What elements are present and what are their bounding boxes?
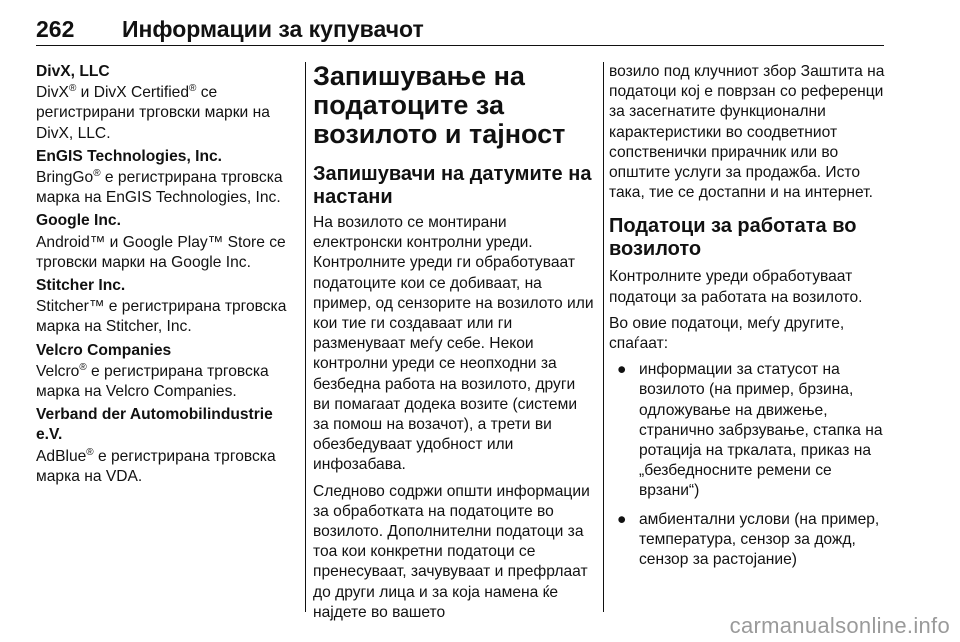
trademarks-column: [36, 62, 298, 490]
trademark-owner: EnGIS Technologies, Inc.: [36, 147, 222, 165]
page-title: Информации за купувачот: [122, 16, 424, 42]
trademark-entry: [36, 62, 298, 144]
bullet-icon: ●: [617, 510, 627, 528]
paragraph: Следново содржи општи информации за обработката на податоците во возилото. Дополнителни податоци за тоа кои конкретни податоци се пренесуваат, зачувуваат и префрлаат до други лица и за која намена ќе најдете во вашето: [313, 482, 590, 621]
trademark-text: AdBlue® е регистрирана трговска марка на VDA.: [36, 446, 276, 485]
page-header: [36, 6, 884, 46]
paragraph: Контролните уреди обработуваат податоци за работата на возилото.: [609, 268, 863, 306]
column-divider-1: [305, 62, 306, 612]
trademark-entry: [36, 147, 298, 209]
page-number: 262: [36, 16, 75, 42]
trademark-owner: DivX, LLC: [36, 63, 110, 80]
data-recording-column: [313, 62, 595, 629]
bullet-icon: ●: [617, 361, 627, 379]
trademark-text: Velcro® е регистрирана трговска марка на Velcro Companies.: [36, 361, 269, 401]
paragraph: Во овие податоци, меѓу другите, спаѓаат:: [609, 314, 845, 353]
trademark-text: Android™ и Google Play™ Store се трговски марки на Google Inc.: [36, 233, 286, 271]
subsection-heading: Податоци за работата во возилото: [609, 215, 857, 261]
trademark-text: Stitcher™ е регистрирана трговска марка на Stitcher, Inc.: [36, 298, 287, 336]
trademark-owner: Velcro Companies: [36, 341, 172, 359]
header-rule: [36, 45, 884, 46]
list-item-text: информации за статусот на возилото (на пример, брзина, одложување на движење, странично забрзување, стапка на ротација на тркалата, приказ на „безбедносните ремени се врзани“): [639, 361, 883, 500]
operating-data-column: [609, 62, 893, 578]
trademark-owner: Google Inc.: [36, 212, 121, 230]
bullet-list: [609, 360, 893, 570]
trademark-owner: Stitcher Inc.: [36, 277, 126, 295]
trademark-entry: [36, 211, 298, 273]
column-divider-2: [603, 62, 604, 612]
section-heading: Запишување на податоците за возилото и тајност: [313, 61, 566, 149]
trademark-owner: Verband der Automobilindustrie e.V.: [36, 406, 273, 444]
trademark-text: DivX® и DivX Certified® се регистрирани трговски марки на DivX, LLC.: [36, 83, 270, 142]
trademark-text: BringGo® е регистрирана трговска марка на EnGIS Technologies, Inc.: [36, 168, 283, 207]
continued-paragraph: возило под клучниот збор Заштита на податоци кој е поврзан со референци за засегнатите функционални карактеристики во соодветниот сопственички прирачник или во општите услуги за продажба. Исто така, тие се достапни и на интернет.: [609, 63, 885, 202]
list-item: [609, 360, 893, 501]
list-item-text: амбиентални услови (на пример, температура, сензор за дожд, сензор за растојание): [639, 510, 880, 569]
trademark-entry: [36, 405, 298, 487]
subsection-heading: Запишувачи на датумите на настани: [313, 163, 592, 208]
paragraph: На возилото се монтирани електронски контролни уреди. Контролните уреди ги обработуваат податоците кои се добиваат, на пример, од сензорите на возилото или кои тие ги создаваат или ги разменуваат меѓу себе. Некои контролни уреди се неопходни за безбедна работа на возилото, други ви помагаат додека возите (системи за помош на возачот), а трети ви обезбедуваат удобност или инфозабава.: [313, 214, 594, 474]
list-item: [609, 510, 893, 571]
watermark: carmanualsonline.info: [729, 613, 950, 638]
trademark-entry: [36, 341, 298, 403]
trademark-entry: [36, 276, 298, 338]
